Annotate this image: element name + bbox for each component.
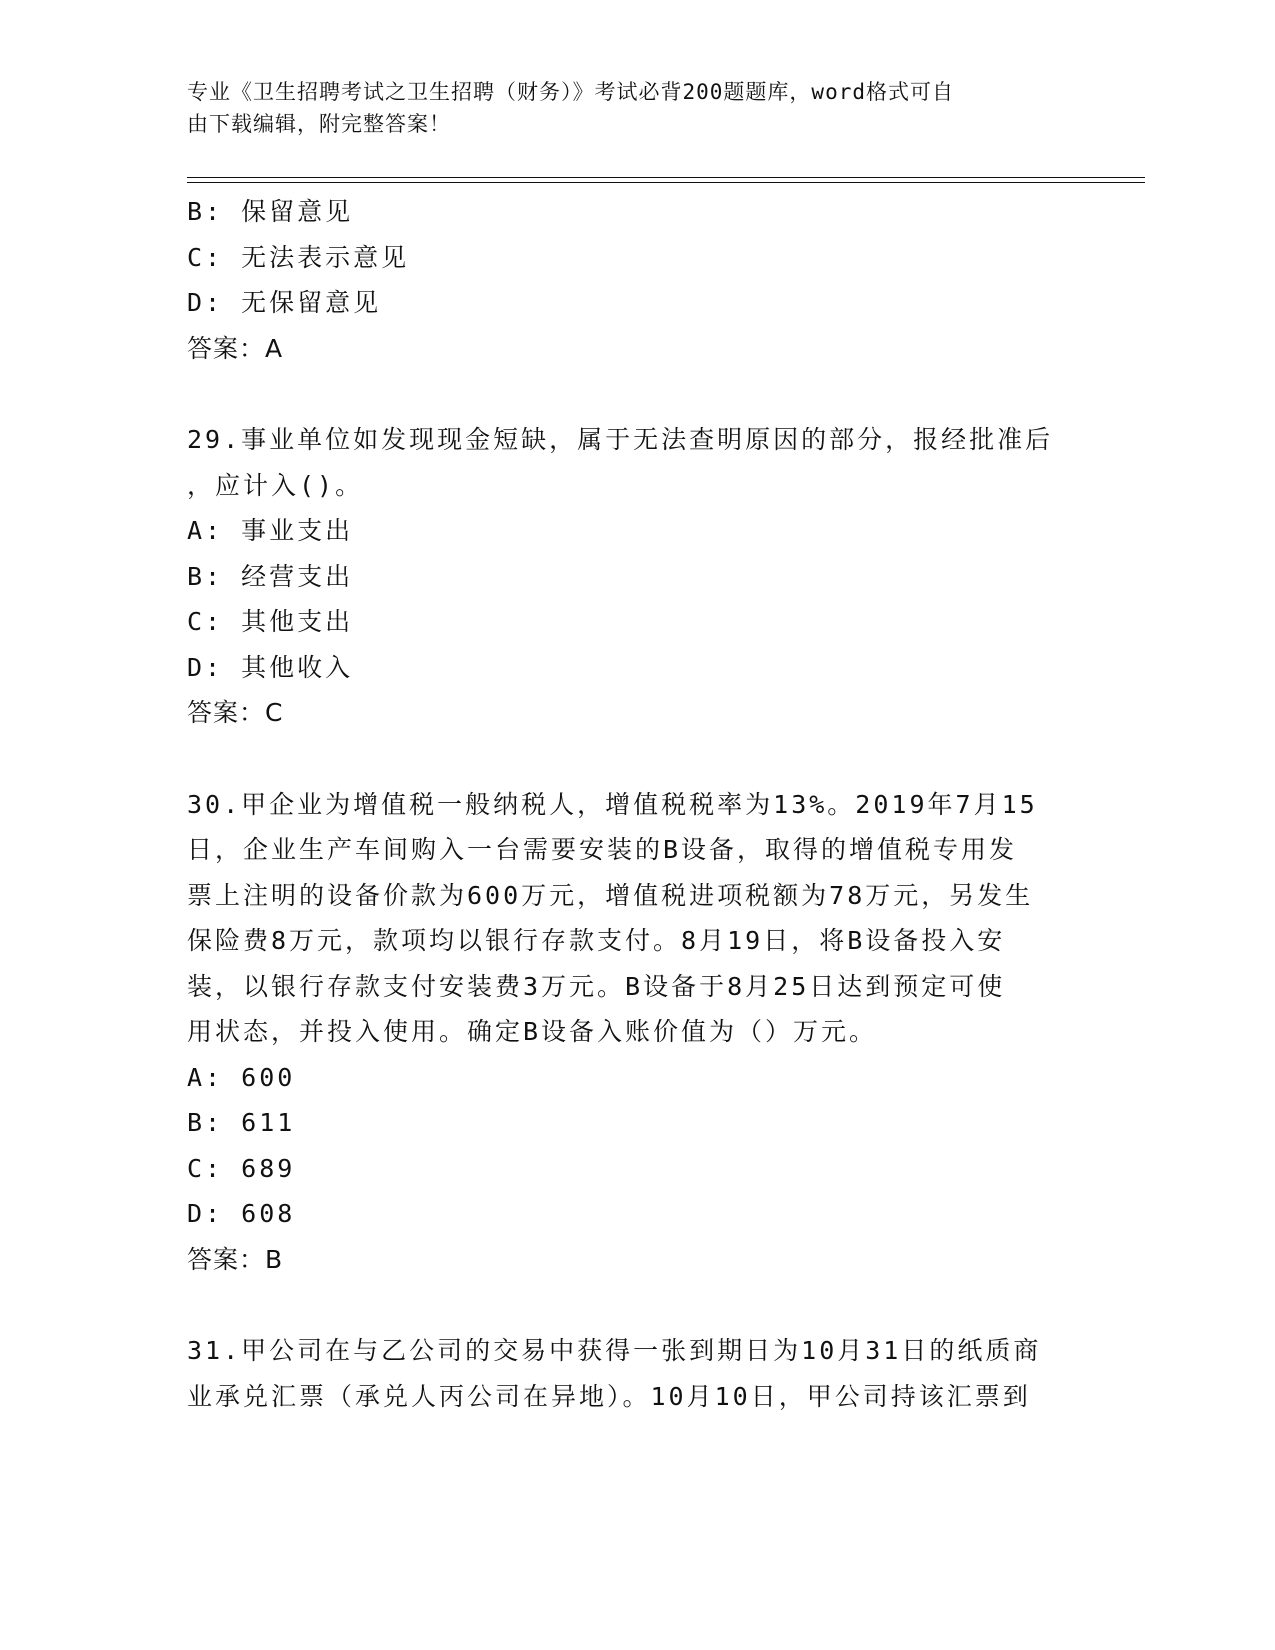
spacer: [187, 1282, 1087, 1328]
question-stem: 29.事业单位如发现现金短缺，属于无法查明原因的部分，报经批准后: [187, 425, 1054, 454]
question-content: [187, 189, 1087, 1419]
question-stem: 保险费8万元，款项均以银行存款支付。8月19日，将B设备投入安: [187, 926, 1006, 955]
option-b: B: 保留意见: [187, 197, 354, 226]
question-31: [187, 1328, 1087, 1419]
question-stem: ，应计入()。: [187, 470, 364, 500]
header-line-2: 由下载编辑，附完整答案！: [187, 112, 451, 136]
answer: 答案：B: [187, 1244, 284, 1274]
question-stem: 业承兑汇票（承兑人丙公司在异地）。10月10日，甲公司持该汇票到: [187, 1381, 1031, 1411]
question-stem: 31.甲公司在与乙公司的交易中获得一张到期日为10月31日的纸质商: [187, 1336, 1042, 1365]
option-c: C: 无法表示意见: [187, 242, 410, 272]
option-b: B: 经营支出: [187, 561, 354, 591]
option-c: C: 其他支出: [187, 607, 354, 636]
answer: 答案：A: [187, 333, 284, 363]
header-divider-bottom: [187, 182, 1145, 183]
option-d: D: 无保留意见: [187, 288, 382, 317]
question-30: [187, 782, 1087, 1283]
question-29: [187, 417, 1087, 736]
option-a: A: 600: [187, 1062, 296, 1092]
option-d: D: 其他收入: [187, 652, 354, 682]
question-stem: 日，企业生产车间购入一台需要安装的B设备，取得的增值税专用发: [187, 835, 1018, 864]
header-divider-top: [187, 177, 1145, 178]
question-stem: 票上注明的设备价款为600万元，增值税进项税额为78万元，另发生: [187, 880, 1034, 910]
header-line-1: 专业《卫生招聘考试之卫生招聘（财务）》考试必背200题题库，word格式可自: [187, 80, 954, 104]
spacer: [187, 371, 1087, 417]
option-a: A: 事业支出: [187, 516, 354, 545]
question-stem: 装，以银行存款支付安装费3万元。B设备于8月25日达到预定可使: [187, 971, 1006, 1001]
option-b: B: 611: [187, 1108, 296, 1137]
question-stem: 30.甲企业为增值税一般纳税人，增值税税率为13%。2019年7月15: [187, 789, 1038, 819]
question-stem: 用状态，并投入使用。确定B设备入账价值为（）万元。: [187, 1017, 878, 1046]
spacer: [187, 736, 1087, 782]
answer: 答案：C: [187, 698, 284, 727]
option-c: C: 689: [187, 1153, 296, 1183]
page-header: [187, 76, 1067, 140]
question-28-tail: [187, 189, 1087, 371]
option-d: D: 608: [187, 1199, 296, 1228]
